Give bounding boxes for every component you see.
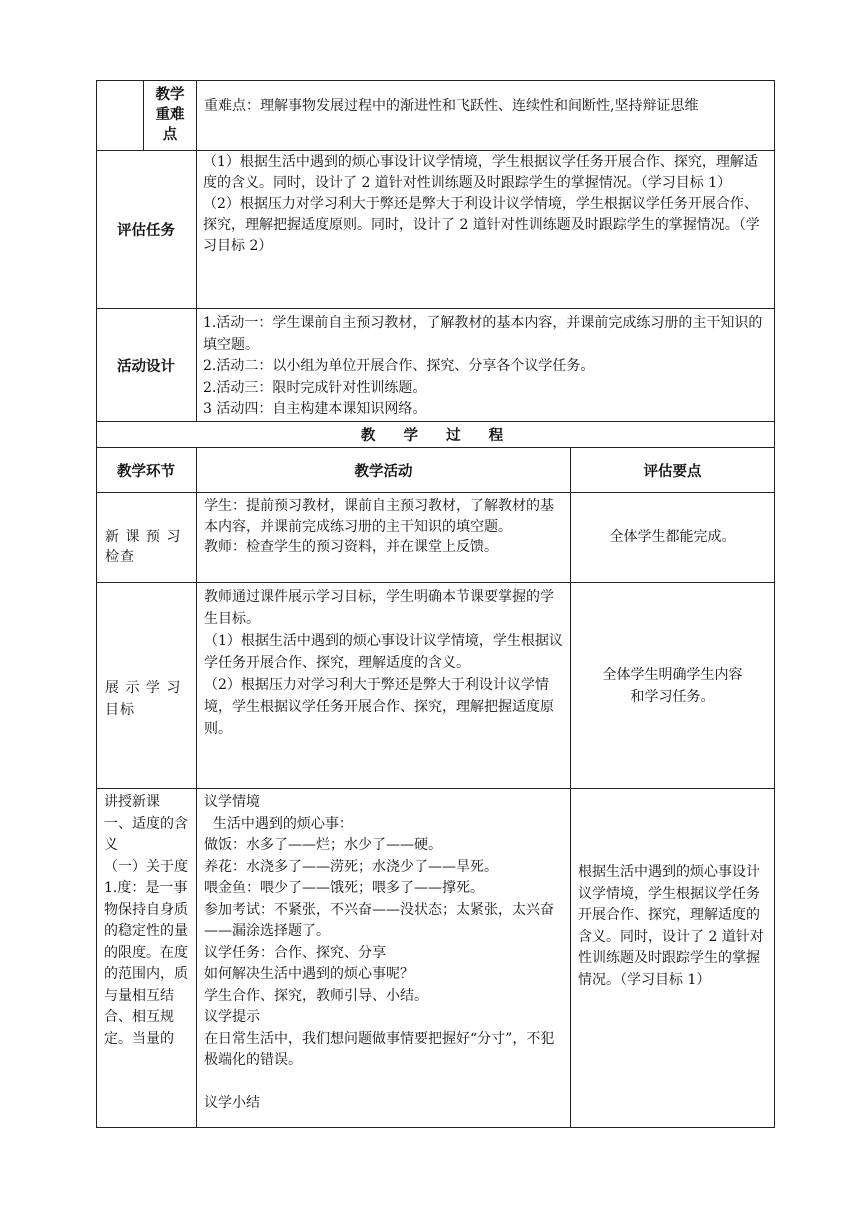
activity-design-text: 1.活动一：学生课前自主预习教材，了解教材的基本内容，并课前完成练习册的主干知识的填空题。 2.活动二：以小组为单位开展合作、探究、分享各个议学任务。 2.活动三：限时完成针对性训练题。 3 活动四：自主构建本课知识网络。 [197,309,775,422]
row-stage: 新 课 预 习 检查 [96,493,197,583]
activity-design-label: 活动设计 [96,309,197,422]
key-points-label: 教学 重难 点 [144,80,197,151]
blank-left-cell [96,80,144,151]
row-stage: 展 示 学 习 目标 [96,583,197,789]
header-stage: 教学环节 [96,448,197,493]
row-activity: 教师通过课件展示学习目标，学生明确本节课要掌握的学生目标。 （1）根据生活中遇到的烦心事设计议学情境，学生根据议学任务开展合作、探究，理解适度的含义。 （2）根据压力对学习利大于弊还是弊大于利设计议学情境，学生根据议学任务开展合作、探究，理解把握适度原则。 [197,583,571,789]
assessment-task-text: （1）根据生活中遇到的烦心事设计议学情境，学生根据议学任务开展合作、探究，理解适度的含义。同时，设计了 2 道针对性训练题及时跟踪学生的掌握情况。（学习目标 1） （2）根据压力对学习利大于弊还是弊大于利设计议学情境，学生根据议学任务开展合作、探究，理解把握适度原则。同时，设计了 2 道针对性训练题及时跟踪学生的掌握情况。（学习目标 2） [197,151,775,309]
row-assessment: 全体学生都能完成。 [571,493,775,583]
row-stage: 讲授新课 一、适度的含义 （一）关于度 1.度：是一事物保持自身质的稳定性的量的限度。在度的范围内，质与量相互结合、相互规定。当量的 [96,789,197,1128]
assessment-task-label: 评估任务 [96,151,197,309]
row-activity: 学生：提前预习教材，课前自主预习教材，了解教材的基本内容，并课前完成练习册的主干知识的填空题。 教师：检查学生的预习资料，并在课堂上反馈。 [197,493,571,583]
header-activity: 教学活动 [197,448,571,493]
process-title: 教 学 过 程 [96,422,775,448]
header-assessment: 评估要点 [571,448,775,493]
row-assessment: 全体学生明确学生内容 和学习任务。 [571,583,775,789]
key-points-text: 重难点：理解事物发展过程中的渐进性和飞跃性、连续性和间断性,坚持辩证思维 [197,80,775,151]
row-activity: 议学情境 生活中遇到的烦心事： 做饭：水多了——烂；水少了——硬。 养花：水浇多了——涝死；水浇少了——旱死。 喂金鱼：喂少了——饿死；喂多了——撑死。 参加考试：不紧张，不兴奋——没状态；太紧张，太兴奋——漏涂选择题了。 议学任务：合作、探究、分享 如何解决生活中遇到的烦心事呢？ 学生合作、探究，教师引导、小结。 议学提示 在日常生活中，我们想问题做事情要把握好“分寸”，不犯极端化的错误。 议学小结 [197,789,571,1128]
row-assessment: 根据生活中遇到的烦心事设计议学情境，学生根据议学任务开展合作、探究，理解适度的含义。同时，设计了 2 道针对性训练题及时跟踪学生的掌握情况。（学习目标 1） [571,789,775,1128]
